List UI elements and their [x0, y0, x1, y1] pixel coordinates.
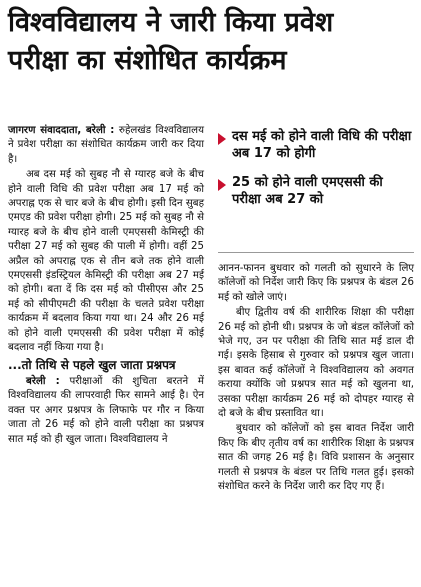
highlight-item — [218, 174, 414, 208]
headline — [8, 4, 414, 80]
intro-text: रुहेलखंड विश्वविद्यालय ने प्रवेश परीक्षा का संशोधित कार्यक्रम जारी कर दिया है। — [8, 125, 204, 165]
body-paragraph-2-text: परीक्षाओं की शुचिता बरतने में विश्वविद्यालय की लापरवाही फिर सामने आई है। ऐन वक्त पर अगर प्रश्नपत्र के लिफाफे पर गौर न किया जाता तो 26 मई को होने वाली परीक्षा का प्रश्नपत्र सात मई को ही खुल जाता। विश्वविद्यालय ने — [8, 375, 204, 445]
triangle-right-icon — [218, 133, 226, 145]
left-column — [8, 124, 204, 448]
highlight-text: दस मई को होने वाली विधि की परीक्षा अब 17 को होगी — [232, 129, 412, 161]
divider — [218, 252, 414, 253]
body-paragraph-3: आनन-फानन बुधवार को गलती को सुधारने के लिए कॉलेजों को निर्देश जारी किए कि प्रश्नपत्र के बंडल 26 मई को खोले जाएं। — [218, 263, 414, 303]
highlight-text: 25 को होने वाली एमएससी की परीक्षा अब 27 को — [232, 175, 383, 207]
intro-paragraph — [8, 124, 204, 167]
paragraph-lead: बरेली : — [26, 375, 60, 387]
body-paragraph-5: बुधवार को कॉलेजों को इस बावत निर्देश जारी किए कि बीए तृतीय वर्ष का शारीरिक शिक्षा के प्रश्नपत्र सात की जगह 26 मई है। विवि प्रशासन के अनुसार गलती से प्रश्नपत्र के बंडल पर तिथि गलत हुई। इसको संशोधित करने के निर्देश जारी कर दिए गए हैं। — [218, 423, 414, 493]
headline-line-2: परीक्षा का संशोधित कार्यक्रम — [8, 45, 287, 76]
highlights-box — [218, 128, 414, 220]
body-paragraph-1: अब दस मई को सुबह नौ से ग्यारह बजे के बीच होने वाली विधि की प्रवेश परीक्षा अब 17 मई को अपराह्न एक से चार बजे के बीच होगी। इसी दिन सुबह एमएड की प्रवेश परीक्षा होगी। 25 मई को सुबह नौ से ग्यारह बजे के बीच होने वाली एमएससी केमिस्ट्री की परीक्षा 27 मई को सुबह की पाली में होगी। वहीं 25 अप्रैल को अपराह्न एक से तीन बजे तक होने वाली एमएससी इंडस्ट्रियल केमिस्ट्री की परीक्षा अब 27 मई को होगी। बता दें कि दस मई को पीसीएस और 25 मई को सीपीएमटी की परीक्षा के चलते प्रवेश परीक्षा कार्यक्रम में बदलाव किया गया था। 24 और 26 मई को होने वाली एमएससी की प्रवेश परीक्षा में कोई बदलाव नहीं किया गया है। — [8, 169, 204, 354]
highlight-item — [218, 128, 414, 162]
subheading: ...तो तिथि से पहले खुल जाता प्रश्नपत्र — [8, 357, 176, 372]
triangle-right-icon — [218, 179, 226, 191]
body-paragraph-4: बीए द्वितीय वर्ष की शारीरिक शिक्षा की परीक्षा 26 मई को होनी थी। प्रश्नपत्र के जो बंडल कॉलेजों को भेजे गए, उन पर परीक्षा की तिथि सात मई डाल दी गई। इसके हिसाब से गुरुवार को प्रश्नपत्र खुल जाता। इस बावत कई कॉलेजों ने विश्वविद्यालय को अवगत कराया क्योंकि जो प्रश्नपत्र सात मई को खुलना था, उसका परीक्षा कार्यक्रम 26 मई को दोपहर ग्यारह से दो बजे के बीच प्रस्तावित था। — [218, 307, 414, 420]
dateline: जागरण संवाददाता, बरेली : — [8, 125, 115, 136]
headline-line-1: विश्वविद्यालय ने जारी किया प्रवेश — [8, 7, 334, 38]
right-column — [218, 262, 414, 496]
body-paragraph-2 — [8, 375, 204, 447]
